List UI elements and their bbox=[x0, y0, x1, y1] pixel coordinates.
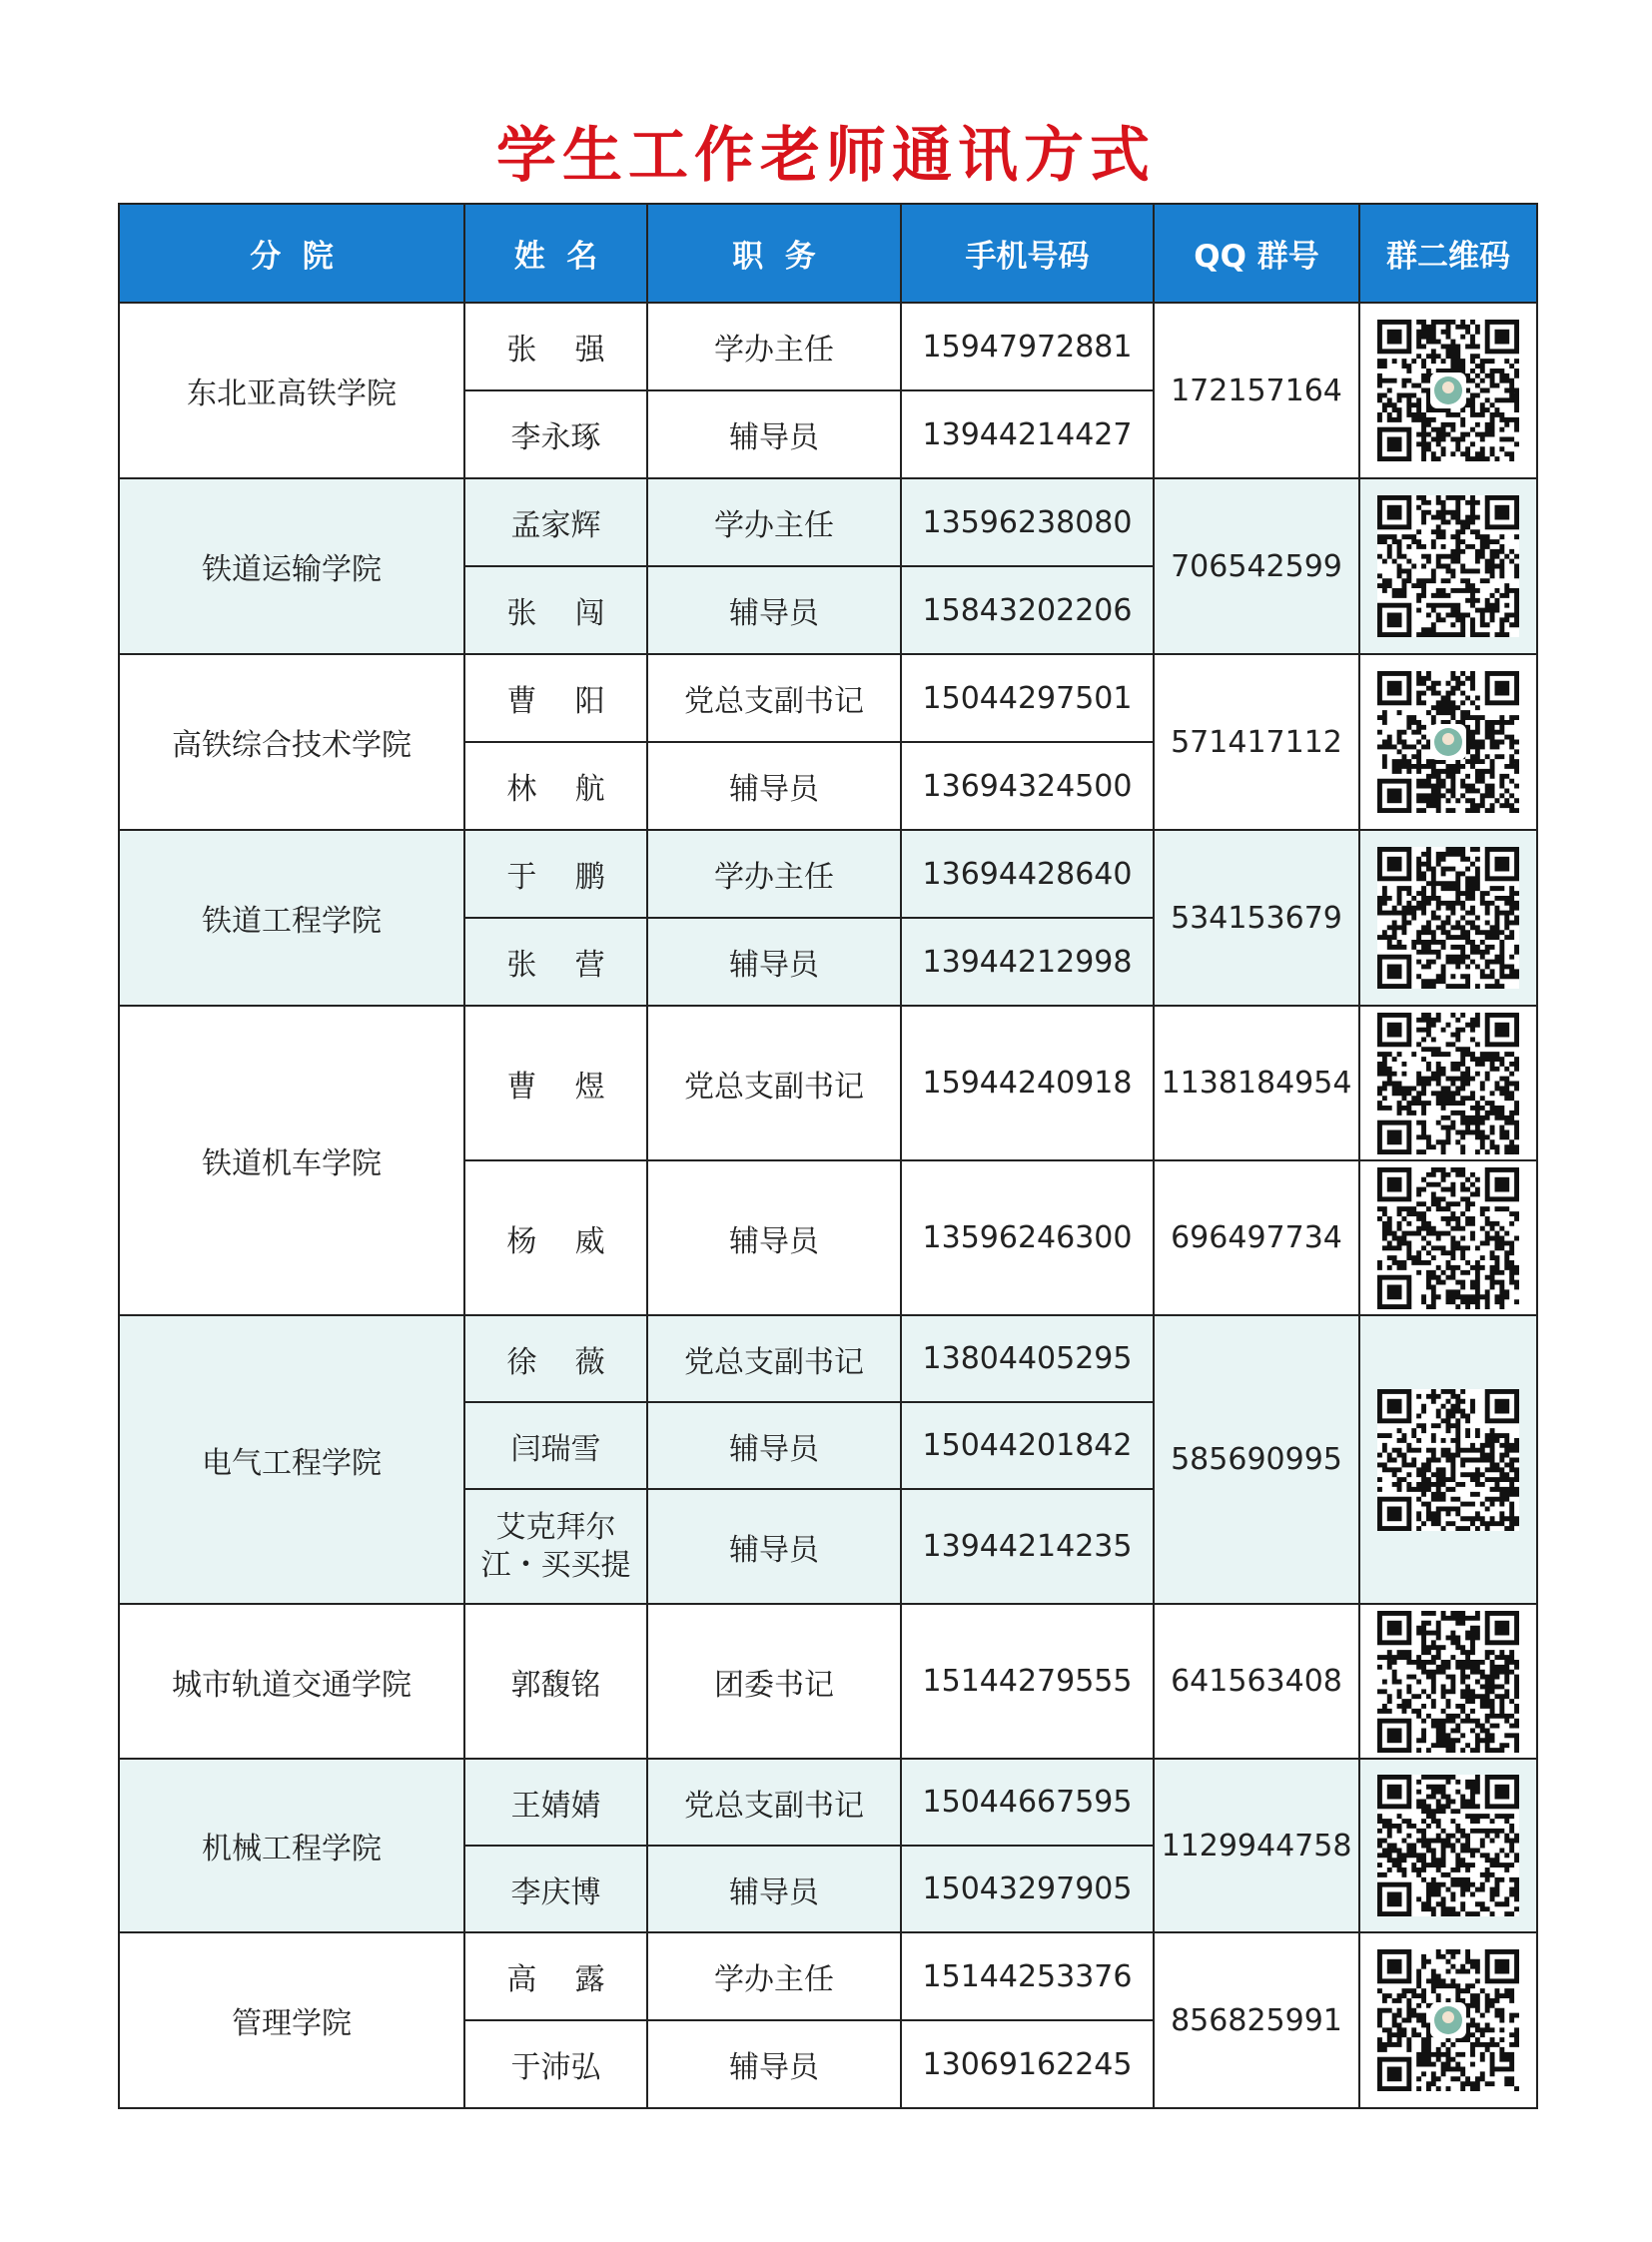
member-phone[interactable]: 15947972881 bbox=[901, 303, 1154, 390]
member-position: 党总支副书记 bbox=[647, 1315, 901, 1402]
member-phone[interactable]: 13944212998 bbox=[901, 918, 1154, 1006]
qr-code-cell bbox=[1359, 1160, 1537, 1315]
member-position: 辅导员 bbox=[647, 566, 901, 654]
qq-group-number[interactable]: 641563408 bbox=[1154, 1604, 1359, 1759]
member-phone[interactable]: 13694324500 bbox=[901, 742, 1154, 830]
contact-table bbox=[118, 203, 1538, 2109]
qq-group-number[interactable]: 585690995 bbox=[1154, 1315, 1359, 1604]
member-position: 党总支副书记 bbox=[647, 654, 901, 742]
member-position: 辅导员 bbox=[647, 1160, 901, 1315]
member-phone[interactable]: 15144279555 bbox=[901, 1604, 1154, 1759]
member-phone[interactable]: 13694428640 bbox=[901, 830, 1154, 918]
member-position: 辅导员 bbox=[647, 2020, 901, 2108]
member-phone[interactable]: 15044201842 bbox=[901, 1402, 1154, 1489]
page-title: 学生工作老师通讯方式 bbox=[496, 121, 1156, 191]
table-row bbox=[119, 303, 1537, 390]
qq-group-number[interactable]: 1129944758 bbox=[1154, 1759, 1359, 1932]
header-qr: 群二维码 bbox=[1359, 204, 1537, 303]
member-position: 辅导员 bbox=[647, 1846, 901, 1932]
member-position: 学办主任 bbox=[647, 303, 901, 390]
member-phone[interactable]: 15144253376 bbox=[901, 1932, 1154, 2020]
college-name: 铁道机车学院 bbox=[119, 1006, 464, 1315]
qr-code-icon bbox=[1377, 1167, 1519, 1309]
college-name: 电气工程学院 bbox=[119, 1315, 464, 1604]
member-name: 张 强 bbox=[464, 303, 647, 390]
qr-code-cell bbox=[1359, 303, 1537, 478]
header-position: 职 务 bbox=[647, 204, 901, 303]
member-position: 学办主任 bbox=[647, 1932, 901, 2020]
qr-code-icon bbox=[1377, 1775, 1519, 1916]
member-name: 王婧婧 bbox=[464, 1759, 647, 1846]
qq-group-number[interactable]: 1138184954 bbox=[1154, 1006, 1359, 1160]
member-name: 李庆博 bbox=[464, 1846, 647, 1932]
header-row bbox=[119, 204, 1537, 303]
member-name-line: 艾克拜尔 bbox=[495, 1509, 616, 1545]
member-phone[interactable]: 15043297905 bbox=[901, 1846, 1154, 1932]
member-position: 党总支副书记 bbox=[647, 1006, 901, 1160]
qr-code-cell bbox=[1359, 1932, 1537, 2108]
member-name: 徐 薇 bbox=[464, 1315, 647, 1402]
member-position: 辅导员 bbox=[647, 918, 901, 1006]
member-name: 高 露 bbox=[464, 1932, 647, 2020]
member-name: 张 闯 bbox=[464, 566, 647, 654]
table-row bbox=[119, 830, 1537, 918]
header-name: 姓 名 bbox=[464, 204, 647, 303]
college-name: 东北亚高铁学院 bbox=[119, 303, 464, 478]
college-name: 管理学院 bbox=[119, 1932, 464, 2108]
qr-code-icon bbox=[1377, 671, 1519, 813]
member-phone[interactable]: 13596246300 bbox=[901, 1160, 1154, 1315]
header-phone: 手机号码 bbox=[901, 204, 1154, 303]
member-name-line: 江・买买提 bbox=[480, 1547, 631, 1583]
qr-code-cell bbox=[1359, 1759, 1537, 1932]
college-name: 高铁综合技术学院 bbox=[119, 654, 464, 830]
member-phone[interactable]: 13944214427 bbox=[901, 390, 1154, 478]
member-phone[interactable]: 13804405295 bbox=[901, 1315, 1154, 1402]
qr-code-cell bbox=[1359, 654, 1537, 830]
member-name: 郭馥铭 bbox=[464, 1604, 647, 1759]
table-row bbox=[119, 1604, 1537, 1759]
qr-code-icon bbox=[1377, 495, 1519, 637]
member-phone[interactable]: 13944214235 bbox=[901, 1489, 1154, 1604]
qq-group-number[interactable]: 571417112 bbox=[1154, 654, 1359, 830]
member-position: 辅导员 bbox=[647, 390, 901, 478]
qq-group-number[interactable]: 172157164 bbox=[1154, 303, 1359, 478]
member-phone[interactable]: 15843202206 bbox=[901, 566, 1154, 654]
qr-code-cell bbox=[1359, 830, 1537, 1006]
college-name: 铁道工程学院 bbox=[119, 830, 464, 1006]
qr-code-cell bbox=[1359, 1006, 1537, 1160]
member-phone[interactable]: 13596238080 bbox=[901, 478, 1154, 566]
qq-group-number[interactable]: 706542599 bbox=[1154, 478, 1359, 654]
member-position: 团委书记 bbox=[647, 1604, 901, 1759]
member-name: 于沛弘 bbox=[464, 2020, 647, 2108]
qr-code-cell bbox=[1359, 1315, 1537, 1604]
member-name: 杨 威 bbox=[464, 1160, 647, 1315]
member-name: 曹 阳 bbox=[464, 654, 647, 742]
member-name: 张 营 bbox=[464, 918, 647, 1006]
college-name: 机械工程学院 bbox=[119, 1759, 464, 1932]
member-phone[interactable]: 15044297501 bbox=[901, 654, 1154, 742]
qq-group-number[interactable]: 696497734 bbox=[1154, 1160, 1359, 1315]
college-name: 城市轨道交通学院 bbox=[119, 1604, 464, 1759]
header-college: 分 院 bbox=[119, 204, 464, 303]
member-name: 于 鹏 bbox=[464, 830, 647, 918]
member-position: 党总支副书记 bbox=[647, 1759, 901, 1846]
college-name: 铁道运输学院 bbox=[119, 478, 464, 654]
member-name: 林 航 bbox=[464, 742, 647, 830]
qr-code-icon bbox=[1377, 1013, 1519, 1154]
member-position: 学办主任 bbox=[647, 830, 901, 918]
table-row bbox=[119, 478, 1537, 566]
member-name: 孟家辉 bbox=[464, 478, 647, 566]
member-phone[interactable]: 13069162245 bbox=[901, 2020, 1154, 2108]
table-row bbox=[119, 1315, 1537, 1402]
member-phone[interactable]: 15944240918 bbox=[901, 1006, 1154, 1160]
qr-code-icon bbox=[1377, 1949, 1519, 2091]
member-position: 学办主任 bbox=[647, 478, 901, 566]
qr-code-icon bbox=[1377, 1611, 1519, 1753]
member-name: 闫瑞雪 bbox=[464, 1402, 647, 1489]
qq-group-number[interactable]: 856825991 bbox=[1154, 1932, 1359, 2108]
table-row bbox=[119, 1006, 1537, 1160]
table-row bbox=[119, 1759, 1537, 1846]
header-qq: QQ 群号 bbox=[1154, 204, 1359, 303]
qr-code-icon bbox=[1377, 320, 1519, 461]
member-position: 辅导员 bbox=[647, 742, 901, 830]
qr-code-icon bbox=[1377, 847, 1519, 989]
member-position: 辅导员 bbox=[647, 1402, 901, 1489]
member-position: 辅导员 bbox=[647, 1489, 901, 1604]
member-name: 李永琢 bbox=[464, 390, 647, 478]
qr-code-icon bbox=[1377, 1389, 1519, 1531]
qq-group-number[interactable]: 534153679 bbox=[1154, 830, 1359, 1006]
qr-code-cell bbox=[1359, 1604, 1537, 1759]
table-row bbox=[119, 654, 1537, 742]
qr-code-cell bbox=[1359, 478, 1537, 654]
member-name: 曹 煜 bbox=[464, 1006, 647, 1160]
member-phone[interactable]: 15044667595 bbox=[901, 1759, 1154, 1846]
member-name bbox=[464, 1489, 647, 1604]
table-row bbox=[119, 1932, 1537, 2020]
